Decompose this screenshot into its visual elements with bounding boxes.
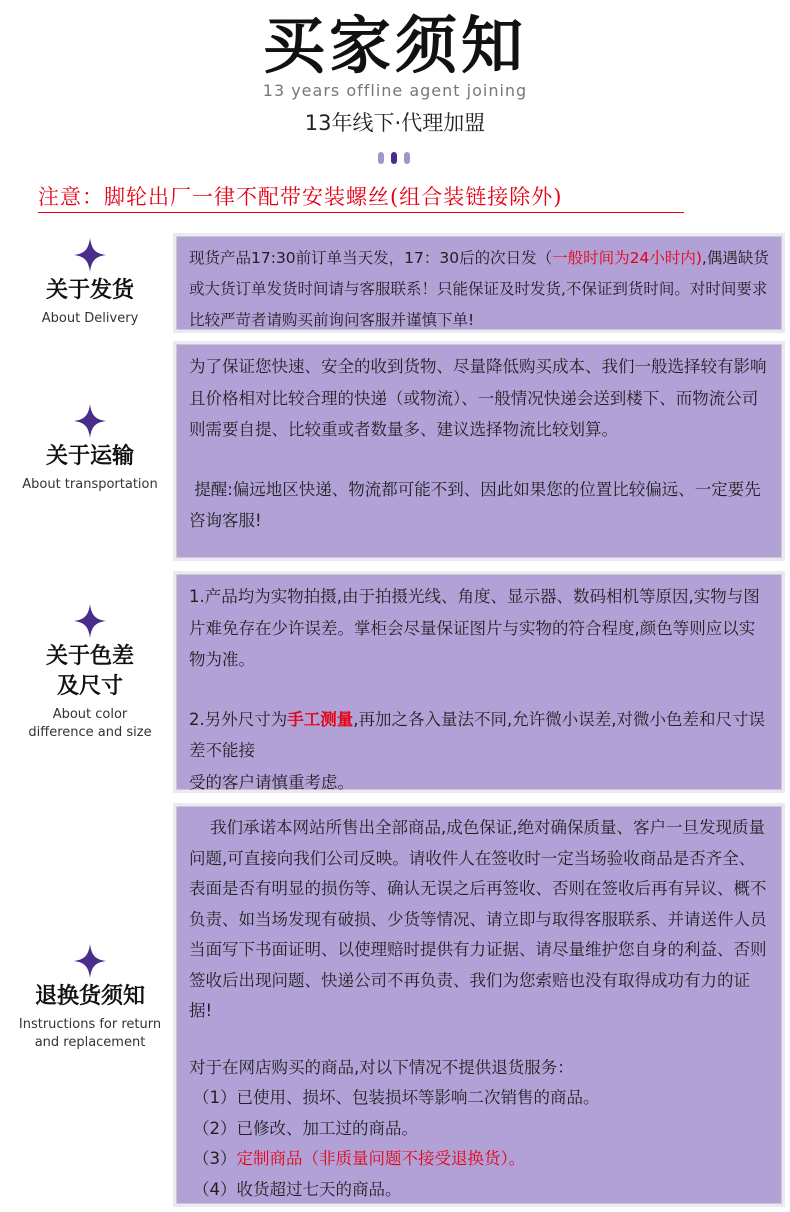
manual-measure-highlight: 手工测量 bbox=[287, 709, 354, 729]
section-title-en: About Delivery bbox=[41, 311, 139, 326]
transport-info-box bbox=[176, 344, 782, 558]
list-item-text-highlight: 定制商品（非质量问题不接受退换货）。 bbox=[236, 1149, 526, 1168]
transport-heading bbox=[0, 404, 180, 494]
star-icon bbox=[74, 944, 106, 978]
delivery-heading bbox=[0, 238, 180, 328]
screw-notice: 注意：脚轮出厂一律不配带安装螺丝(组合装链接除外) bbox=[38, 182, 684, 213]
list-item bbox=[189, 1144, 771, 1175]
color-size-heading bbox=[0, 604, 180, 742]
section-title-cn: 关于发货 bbox=[45, 278, 134, 303]
star-icon bbox=[74, 404, 106, 438]
section-title-en-line1: About color bbox=[52, 707, 128, 722]
list-item-text: 收货超过七天的商品。 bbox=[236, 1179, 402, 1199]
dot-icon bbox=[378, 152, 384, 164]
section-title-cn: 退换货须知 bbox=[34, 984, 145, 1009]
transport-reminder: 提醒:偏远地区快递、物流都可能不到、因此如果您的位置比较偏远、一定要先咨询客服! bbox=[189, 479, 761, 530]
section-title-cn: 关于运输 bbox=[45, 444, 134, 469]
delivery-text-part: 现货产品17:30前订单当天发，17：30后的次日发（ bbox=[189, 249, 553, 267]
color-size-paragraph-1: 1.产品均为实物拍摄,由于拍摄光线、角度、显示器、数码相机等原因,实物与图片难免存在少许误差。掌柜会尽量保证图片与实物的符合程度,颜色等则应以实物为准。 bbox=[189, 587, 760, 669]
transport-paragraph: 为了保证您快速、安全的收到货物、尽量降低购买成本、我们一般选择较有影响且价格相对比较合理的快递（或物流）、一般情况快递会送到楼下、而物流公司则需要自提、比较重或者数量多、建议选择物流比较划算。 bbox=[189, 357, 767, 439]
returns-heading bbox=[0, 944, 180, 1052]
delivery-text-part: ,偶遇缺货或大货订单发货时间请与客服联系！只能保证及时发货,不保证到货时间。对时间要求比较严苛者请购买前询问客服并谨慎下单! bbox=[189, 249, 769, 329]
size-text-part: 2.另外尺寸为 bbox=[189, 709, 288, 729]
returns-info-box bbox=[176, 806, 782, 1204]
list-item bbox=[189, 1114, 771, 1145]
list-item bbox=[189, 1083, 771, 1114]
returns-intro: 我们承诺本网站所售出全部商品,成色保证,绝对确保质量、客户一旦发现质量问题,可直接向我们公司反映。请收件人在签收时一定当场验收商品是否齐全、表面是否有明显的损伤等、确认无误之后再签收、否则在签收后再有异议、概不负责、如当场发现有破损、少货等情况、请立即与取得客服联系、并请送件人员当面写下书面证明、以使理赔时提供有力证据、请尽量维护您自身的利益、否则签收后出现问题、快递公司不再负责、我们为您索赔也没有取得成功有力的证据! bbox=[189, 818, 767, 1020]
section-title-en-line2: difference and size bbox=[28, 725, 152, 740]
section-title-cn-line2: 及尺寸 bbox=[56, 674, 123, 699]
delivery-info-box bbox=[176, 236, 782, 330]
section-title-en-line2: and replacement bbox=[34, 1035, 146, 1050]
star-icon bbox=[74, 604, 106, 638]
list-item-text: 已修改、加工过的商品。 bbox=[236, 1118, 418, 1138]
page-title: 买家须知 bbox=[262, 9, 527, 82]
subtitle-chinese: 13年线下·代理加盟 bbox=[304, 111, 486, 135]
list-item-number: （2） bbox=[193, 1118, 237, 1138]
decorative-dots bbox=[378, 152, 412, 164]
section-title-cn-line1: 关于色差 bbox=[45, 644, 134, 669]
list-item bbox=[189, 1175, 771, 1206]
size-text-part: ,再加之各入量法不同,允许微小误差,对微小色差和尺寸误差不能接 bbox=[189, 709, 765, 760]
section-title-en-line1: Instructions for return bbox=[18, 1017, 162, 1032]
delivery-time-highlight: 一般时间为24小时内) bbox=[552, 249, 702, 267]
returns-list-title: 对于在网店购买的商品,对以下情况不提供退货服务： bbox=[189, 1057, 574, 1077]
list-item-number: （4） bbox=[193, 1179, 237, 1199]
color-size-info-box bbox=[176, 574, 782, 790]
list-item-number: （3） bbox=[193, 1149, 237, 1168]
dot-icon bbox=[391, 152, 397, 164]
dot-icon bbox=[404, 152, 410, 164]
color-size-paragraph-2 bbox=[189, 704, 771, 767]
delivery-text bbox=[189, 243, 771, 336]
list-item-number: （1） bbox=[193, 1088, 237, 1107]
color-size-paragraph-3: 受的客户请慎重考虑。 bbox=[189, 772, 354, 792]
list-item-text: 已使用、损坏、包装损坏等影响二次销售的商品。 bbox=[236, 1088, 600, 1107]
subtitle-english: 13 years offline agent joining bbox=[262, 81, 528, 100]
section-title-en: About transportation bbox=[22, 477, 158, 492]
star-icon bbox=[74, 238, 106, 272]
